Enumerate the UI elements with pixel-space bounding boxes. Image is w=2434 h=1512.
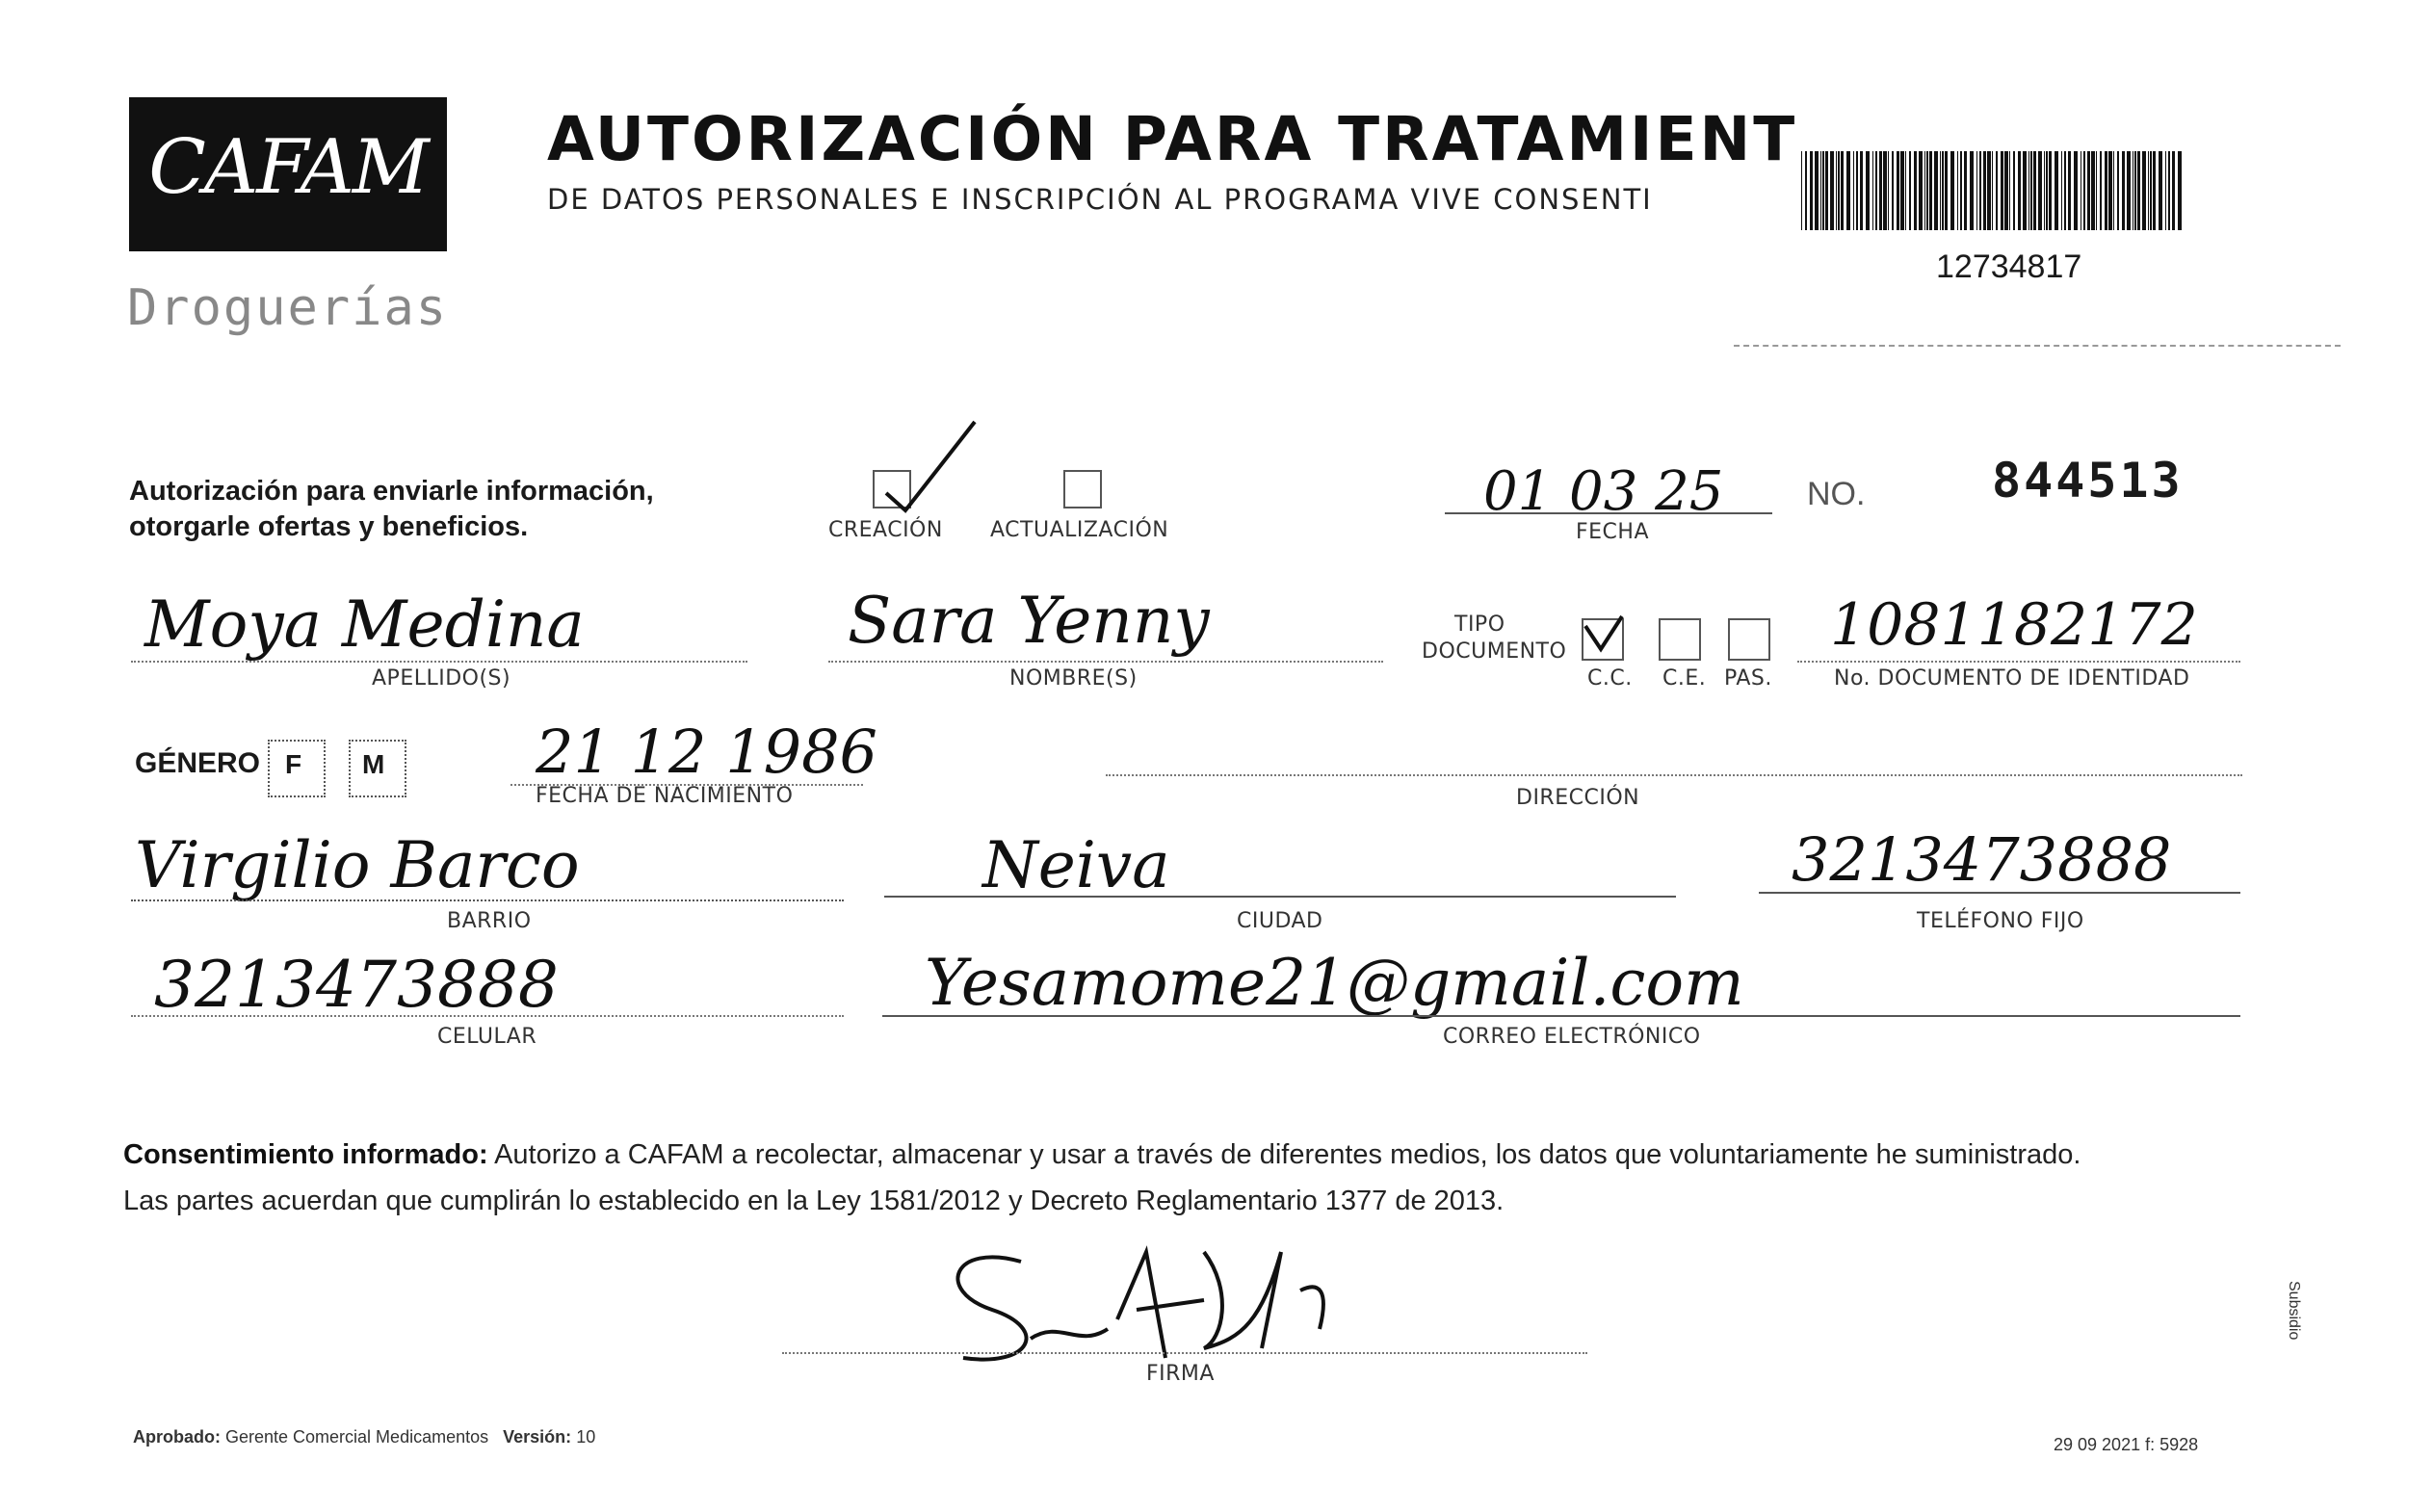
- pas-checkbox[interactable]: [1728, 618, 1770, 661]
- barcode-bar: [2013, 151, 2015, 230]
- barcode-bar: [1957, 151, 1958, 230]
- barcode-bar: [1822, 151, 1824, 230]
- celular-line: [131, 1015, 844, 1017]
- barcode-bar: [2153, 151, 2156, 230]
- barcode-bar: [2028, 151, 2029, 230]
- barcode-bar: [2009, 151, 2010, 230]
- barcode-bar: [1853, 151, 1854, 230]
- barcode-bar: [1929, 151, 1932, 230]
- correo-value: Yesamome21@gmail.com: [925, 946, 1744, 1020]
- barcode-bar: [2142, 151, 2146, 230]
- barcode-bar: [1805, 151, 1807, 230]
- barcode-number: 12734817: [1936, 248, 2082, 285]
- barcode-bar: [1926, 151, 1928, 230]
- cc-label: C.C.: [1587, 666, 1633, 691]
- barcode-bar: [2108, 151, 2112, 230]
- actualizacion-checkbox[interactable]: [1063, 470, 1102, 508]
- barcode-bar: [2055, 151, 2058, 230]
- nacimiento-label: FECHA DE NACIMIENTO: [536, 784, 794, 808]
- no-value: 844513: [1992, 453, 2184, 508]
- barcode: [1801, 151, 2186, 230]
- barcode-bar: [2159, 151, 2162, 230]
- cafam-logo: [129, 97, 447, 251]
- signature-label: FIRMA: [1146, 1362, 1215, 1386]
- celular-value: 3213473888: [154, 948, 559, 1022]
- barcode-bar: [1996, 151, 1998, 230]
- barcode-bar: [1846, 151, 1850, 230]
- barcode-bar: [2178, 151, 2182, 230]
- barrio-line: [131, 899, 844, 901]
- consent-paragraph: [123, 1132, 2377, 1224]
- handwritten-signature: [915, 1233, 1416, 1377]
- barcode-bar: [1820, 151, 1821, 230]
- barcode-bar: [2001, 151, 2003, 230]
- barcode-bar: [1892, 151, 1894, 230]
- barcode-bar: [1983, 151, 1986, 230]
- barcode-bar: [2122, 151, 2125, 230]
- barrio-value: Virgilio Barco: [135, 828, 580, 902]
- barcode-bar: [1875, 151, 1877, 230]
- m-label: M: [362, 749, 385, 779]
- apellidos-value: Moya Medina: [144, 587, 585, 662]
- barcode-bar: [1879, 151, 1882, 230]
- barcode-bar: [1856, 151, 1858, 230]
- barcode-bar: [2023, 151, 2027, 230]
- footer-approval: [133, 1427, 595, 1447]
- barcode-bar: [2044, 151, 2045, 230]
- barcode-bar: [2083, 151, 2085, 230]
- barcode-bar: [2074, 151, 2078, 230]
- nacimiento-value: 21 12 1986: [536, 717, 877, 787]
- apellidos-line: [131, 661, 747, 663]
- authorization-line-2: otorgarle ofertas y beneficios.: [129, 511, 529, 542]
- barcode-bar: [1987, 151, 1991, 230]
- barcode-bar: [2137, 151, 2140, 230]
- barcode-bar: [2091, 151, 2095, 230]
- barcode-bar: [1836, 151, 1837, 230]
- fecha-label: FECHA: [1576, 520, 1650, 544]
- barcode-bar: [2148, 151, 2149, 230]
- consent-heading: Consentimiento informado:: [123, 1139, 488, 1170]
- barcode-bar: [1945, 151, 1948, 230]
- ciudad-label: CIUDAD: [1237, 909, 1323, 933]
- barcode-bar: [1883, 151, 1887, 230]
- authorization-text: [129, 474, 654, 545]
- ce-label: C.E.: [1662, 666, 1707, 691]
- celular-label: CELULAR: [437, 1025, 537, 1049]
- brand-subtitle: Droguerías: [127, 279, 449, 337]
- logo-text: CAFAM: [148, 124, 428, 211]
- barcode-bar: [2105, 151, 2107, 230]
- barcode-bar: [1909, 151, 1911, 230]
- barcode-bar: [2038, 151, 2042, 230]
- barcode-bar: [2168, 151, 2170, 230]
- barcode-bar: [1919, 151, 1923, 230]
- barcode-bar: [1924, 151, 1925, 230]
- tipo-label: TIPO: [1454, 613, 1505, 637]
- nombres-line: [828, 661, 1383, 663]
- barcode-bar: [1914, 151, 1917, 230]
- genero-label: GÉNERO: [135, 747, 261, 779]
- documento-line: [1797, 661, 2240, 663]
- creacion-checkmark: [867, 416, 982, 522]
- nombres-label: NOMBRE(S): [1009, 666, 1138, 691]
- document-subtitle: DE DATOS PERSONALES E INSCRIPCIÓN AL PROGRAMA VIVE CONSENTI: [547, 183, 1653, 216]
- barcode-bar: [1830, 151, 1834, 230]
- telefono-value: 3213473888: [1792, 824, 2172, 895]
- aprobado-value: Gerente Comercial Medicamentos: [225, 1427, 489, 1447]
- barcode-bar: [2018, 151, 2021, 230]
- barcode-bar: [1810, 151, 1813, 230]
- correo-label: CORREO ELECTRÓNICO: [1443, 1025, 1701, 1049]
- footer-date-code: 29 09 2021 f: 5928: [2054, 1435, 2199, 1454]
- consent-text-2: Las partes acuerdan que cumplirán lo establecido en la Ley 1581/2012 y Decreto Reglamentario 1377 de 2013.: [123, 1186, 1505, 1216]
- documento-value: 1081182172: [1830, 591, 2198, 659]
- version-label: Versión:: [503, 1427, 572, 1447]
- barcode-bar: [2096, 151, 2097, 230]
- ciudad-line: [884, 896, 1676, 898]
- barcode-bar: [2049, 151, 2052, 230]
- barcode-bar: [1838, 151, 1840, 230]
- version-value: 10: [576, 1427, 596, 1447]
- barcode-bar: [2127, 151, 2131, 230]
- ciudad-value: Neiva: [982, 828, 1170, 902]
- actualizacion-label: ACTUALIZACIÓN: [990, 518, 1169, 542]
- nombres-value: Sara Yenny: [848, 584, 1210, 658]
- barcode-bar: [1950, 151, 1954, 230]
- barcode-bar: [1801, 151, 1802, 230]
- barcode-bar: [1897, 151, 1899, 230]
- side-vertical-text: Subsidio: [2286, 1281, 2302, 1341]
- barcode-bar: [2033, 151, 2036, 230]
- barcode-bar: [2046, 151, 2048, 230]
- barrio-label: BARRIO: [447, 909, 532, 933]
- barcode-bar: [2087, 151, 2090, 230]
- no-label: NO.: [1807, 476, 1866, 512]
- direccion-line[interactable]: [1106, 774, 2242, 776]
- barcode-bar: [2117, 151, 2119, 230]
- ce-checkbox[interactable]: [1659, 618, 1701, 661]
- barcode-bar: [2172, 151, 2175, 230]
- barcode-bar: [2165, 151, 2166, 230]
- pas-label: PAS.: [1724, 666, 1772, 691]
- barcode-bar: [1979, 151, 1981, 230]
- barcode-bar: [2030, 151, 2032, 230]
- signature-line[interactable]: [782, 1352, 1587, 1354]
- barcode-bar: [2004, 151, 2008, 230]
- barcode-bar: [2064, 151, 2066, 230]
- barcode-bar: [1866, 151, 1870, 230]
- authorization-line-1: Autorización para enviarle información,: [129, 476, 654, 507]
- barcode-bar: [1940, 151, 1941, 230]
- barcode-bar: [1900, 151, 1904, 230]
- barcode-bar: [2113, 151, 2114, 230]
- documento-tipo-label: DOCUMENTO: [1422, 639, 1567, 664]
- document-title: AUTORIZACIÓN PARA TRATAMIENT: [547, 104, 1798, 174]
- barcode-bar: [1970, 151, 1974, 230]
- correo-line: [882, 1015, 2240, 1017]
- f-label: F: [285, 749, 302, 779]
- barcode-bar: [1825, 151, 1828, 230]
- fecha-value: 01 03 25: [1483, 460, 1724, 523]
- cc-checkmark: [1580, 613, 1628, 661]
- barcode-bar: [1960, 151, 1962, 230]
- barcode-bar: [2100, 151, 2102, 230]
- barcode-bar: [1860, 151, 1863, 230]
- header-dash-line: [1734, 345, 2341, 347]
- barcode-bar: [1841, 151, 1844, 230]
- documento-label: No. DOCUMENTO DE IDENTIDAD: [1834, 666, 2190, 691]
- barcode-bar: [1942, 151, 1944, 230]
- barcode-bar: [2061, 151, 2062, 230]
- barcode-bar: [1976, 151, 1977, 230]
- direccion-label: DIRECCIÓN: [1516, 786, 1640, 810]
- telefono-line: [1759, 892, 2240, 894]
- creacion-label: CREACIÓN: [828, 518, 943, 542]
- barcode-bar: [1934, 151, 1938, 230]
- barcode-bar: [1964, 151, 1967, 230]
- barcode-bar: [1815, 151, 1819, 230]
- barcode-bar: [2150, 151, 2152, 230]
- barcode-bar: [2134, 151, 2136, 230]
- barcode-bar: [2068, 151, 2071, 230]
- apellidos-label: APELLIDO(S): [372, 666, 511, 691]
- aprobado-label: Aprobado:: [133, 1427, 221, 1447]
- consent-text-1: Autorizo a CAFAM a recolectar, almacenar y usar a través de diferentes medios, los datos que voluntariamente he suministrado.: [487, 1139, 2081, 1170]
- telefono-label: TELÉFONO FIJO: [1917, 909, 2084, 933]
- fecha-line: [1445, 512, 1772, 514]
- barcode-bar: [1888, 151, 1889, 230]
- barcode-bar: [1905, 151, 1906, 230]
- barcode-bar: [1992, 151, 1993, 230]
- barcode-bar: [1872, 151, 1873, 230]
